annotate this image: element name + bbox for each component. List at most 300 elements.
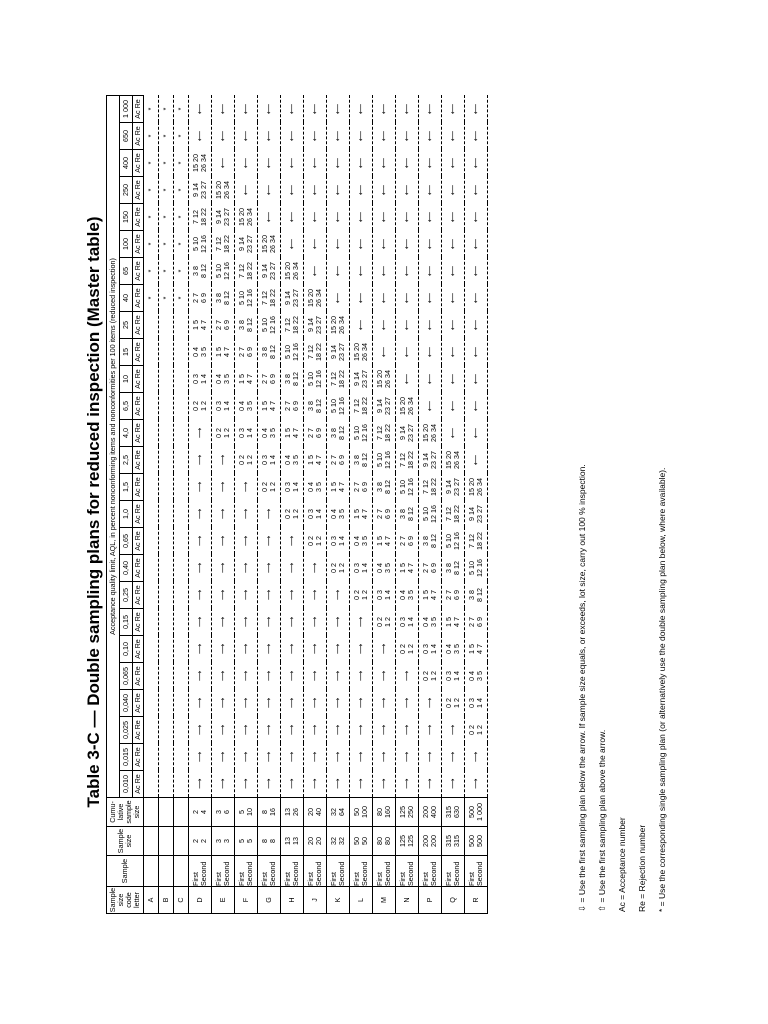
plan-cell: 3 8 8 12 (327, 420, 350, 447)
plan-cell (159, 393, 174, 420)
plan-cell (174, 393, 189, 420)
header-aql-value: 1,0 (120, 501, 133, 528)
plan-cell: 7 12 18 22 (465, 528, 488, 555)
plan-cell: ⟶ (235, 609, 258, 636)
plan-cell: ⟶ (350, 663, 373, 690)
plan-cell: ⟵ (465, 96, 488, 123)
plan-cell: 1 5 4 7 (258, 393, 281, 420)
header-aql-caption: Acceptance quality limit, AQL, in percent nonconforming items and nonconformities per 100 items (reduced inspection) (107, 96, 120, 798)
header-aql-value: 25 (120, 312, 133, 339)
plan-cell: 0 3 1 4 (373, 582, 396, 609)
row-code-letter: R (465, 887, 488, 914)
plan-cell: ⟵ (235, 150, 258, 177)
plan-cell: ⟶ (189, 582, 212, 609)
plan-cell: ⟵ (442, 393, 465, 420)
plan-cell: 7 12 18 22 (235, 258, 258, 285)
plan-cell: ⟵ (281, 96, 304, 123)
plan-cell: ⟶ (235, 501, 258, 528)
plan-cell: ⟶ (465, 744, 488, 771)
row-cumulative: 500 1 000 (465, 798, 488, 827)
plan-cell: ⟶ (281, 609, 304, 636)
plan-cell: ⟶ (189, 717, 212, 744)
row-sample (174, 856, 189, 887)
plan-cell: ⟵ (327, 150, 350, 177)
plan-cell: 15 20 26 34 (189, 150, 212, 177)
legend-ac: Ac = Acceptance number (617, 817, 627, 912)
legend-up-text: = Use the first sampling plan above the arrow. (597, 729, 607, 903)
header-ac-re: Ac Re (133, 447, 144, 474)
plan-cell: ⟵ (465, 447, 488, 474)
plan-cell: ⟵ (373, 258, 396, 285)
plan-cell: ⟶ (327, 609, 350, 636)
table-row (327, 96, 350, 914)
row-cumulative: 20 40 (304, 798, 327, 827)
row-cumulative: 8 16 (258, 798, 281, 827)
plan-cell: 9 14 23 27 (373, 393, 396, 420)
plan-cell: ⟶ (189, 744, 212, 771)
header-ac-re: Ac Re (133, 339, 144, 366)
header-sample-size: Sample size (107, 827, 144, 856)
header-aql-value: 650 (120, 123, 133, 150)
plan-cell: ⟶ (212, 528, 235, 555)
plan-cell: ⟶ (258, 690, 281, 717)
plan-cell: ⟶ (258, 528, 281, 555)
plan-cell: ⟵ (350, 177, 373, 204)
plan-cell: ⟶ (258, 663, 281, 690)
header-ac-re: Ac Re (133, 177, 144, 204)
plan-cell: ⟶ (304, 636, 327, 663)
plan-cell: ⟵ (350, 123, 373, 150)
legend-star: * = Use the corresponding single sampling plan (or alternatively use the double sampling plan below, where available). (657, 467, 667, 912)
plan-cell: ⟶ (373, 690, 396, 717)
plan-cell: ⟵ (281, 123, 304, 150)
header-ac-re: Ac Re (133, 231, 144, 258)
plan-cell: ⟶ (304, 690, 327, 717)
plan-cell: 7 12 18 22 (396, 447, 419, 474)
plan-cell: ⟵ (350, 204, 373, 231)
plan-cell: ⟵ (281, 204, 304, 231)
plan-cell: ⟶ (327, 663, 350, 690)
plan-cell: ⟵ (442, 204, 465, 231)
plan-cell: ⟵ (465, 204, 488, 231)
table-row (304, 96, 327, 914)
row-sample-size: 13 13 (281, 827, 304, 856)
header-ac-re: Ac Re (133, 366, 144, 393)
table-row (159, 96, 174, 914)
plan-cell: ⟶ (304, 744, 327, 771)
plan-cell: 1 5 4 7 (419, 582, 442, 609)
plan-cell: 1 5 4 7 (304, 447, 327, 474)
plan-cell (159, 420, 174, 447)
plan-cell: ⟶ (212, 663, 235, 690)
plan-cell (144, 582, 159, 609)
row-code-letter: L (350, 887, 373, 914)
plan-cell: ⟶ (304, 717, 327, 744)
row-sample-size: 32 32 (327, 827, 350, 856)
plan-cell: 0 2 1 2 (396, 636, 419, 663)
header-ac-re: Ac Re (133, 771, 144, 798)
table-row (212, 96, 235, 914)
plan-cell: 9 14 23 27 (465, 501, 488, 528)
plan-cell (174, 366, 189, 393)
plan-cell: ⟵ (373, 312, 396, 339)
plan-cell: * (174, 96, 189, 123)
header-aql-value: 0,015 (120, 744, 133, 771)
row-sample: First Second (304, 856, 327, 887)
plan-cell: ⟵ (419, 150, 442, 177)
plan-cell: ⟶ (258, 717, 281, 744)
plan-cell: 0 4 3 5 (189, 339, 212, 366)
plan-cell: 2 7 6 9 (465, 609, 488, 636)
header-aql-value: 0,10 (120, 636, 133, 663)
plan-cell: ⟵ (258, 150, 281, 177)
plan-cell: 2 7 6 9 (235, 339, 258, 366)
plan-cell (174, 744, 189, 771)
plan-cell: ⟵ (442, 231, 465, 258)
plan-cell (174, 771, 189, 798)
plan-cell: 0 2 1 2 (419, 663, 442, 690)
plan-cell: ⟶ (258, 771, 281, 798)
plan-cell (159, 366, 174, 393)
plan-cell: ⟵ (465, 312, 488, 339)
header-aql-value: 250 (120, 177, 133, 204)
plan-cell: ⟶ (281, 582, 304, 609)
row-sample-size: 20 20 (304, 827, 327, 856)
plan-cell: ⟵ (258, 204, 281, 231)
plan-cell: ⟵ (304, 231, 327, 258)
header-aql-value: 65 (120, 258, 133, 285)
plan-cell: ⟶ (327, 744, 350, 771)
plan-cell: 1 5 4 7 (281, 420, 304, 447)
plan-cell: * (159, 177, 174, 204)
plan-cell (174, 528, 189, 555)
plan-cell: 5 10 12 16 (419, 501, 442, 528)
plan-cell: ⟵ (465, 258, 488, 285)
plan-cell (159, 501, 174, 528)
plan-cell: ⟵ (212, 123, 235, 150)
row-sample-size: 5 5 (235, 827, 258, 856)
plan-cell: * (159, 204, 174, 231)
plan-cell: ⟶ (304, 663, 327, 690)
plan-cell: ⟵ (419, 231, 442, 258)
plan-cell: * (144, 231, 159, 258)
plan-cell: ⟶ (281, 663, 304, 690)
row-cumulative: 200 400 (419, 798, 442, 827)
table-row (350, 96, 373, 914)
plan-cell: 1 5 4 7 (327, 474, 350, 501)
plan-cell: ⟵ (373, 150, 396, 177)
plan-cell: 0 4 3 5 (304, 474, 327, 501)
plan-cell (174, 447, 189, 474)
plan-cell: ⟵ (442, 285, 465, 312)
plan-cell: 5 10 12 16 (212, 258, 235, 285)
header-aql-value: 100 (120, 231, 133, 258)
header-ac-re: Ac Re (133, 663, 144, 690)
plan-cell: ⟶ (281, 771, 304, 798)
plan-cell (159, 339, 174, 366)
row-code-letter: H (281, 887, 304, 914)
plan-cell: * (144, 150, 159, 177)
row-sample: First Second (442, 856, 465, 887)
plan-cell (174, 690, 189, 717)
plan-cell: ⟶ (396, 663, 419, 690)
plan-cell (144, 636, 159, 663)
plan-cell: ⟶ (212, 690, 235, 717)
table-row (235, 96, 258, 914)
plan-cell: ⟶ (304, 555, 327, 582)
plan-cell: ⟶ (350, 717, 373, 744)
plan-cell: 15 20 26 34 (304, 285, 327, 312)
header-sample: Sample (107, 856, 144, 887)
plan-cell (144, 663, 159, 690)
plan-cell: ⟶ (396, 690, 419, 717)
plan-cell: * (159, 258, 174, 285)
plan-cell: 0 4 3 5 (396, 582, 419, 609)
plan-cell: ⟵ (465, 366, 488, 393)
plan-cell: ⟵ (419, 366, 442, 393)
header-ac-re: Ac Re (133, 636, 144, 663)
plan-cell: 5 10 12 16 (396, 474, 419, 501)
row-code-letter: F (235, 887, 258, 914)
plan-cell: 5 10 12 16 (442, 528, 465, 555)
row-sample: First Second (373, 856, 396, 887)
plan-cell: ⟶ (235, 555, 258, 582)
table-row (258, 96, 281, 914)
plan-cell: ⟵ (419, 339, 442, 366)
plan-cell: ⟶ (258, 555, 281, 582)
plan-cell: 0 3 1 4 (396, 609, 419, 636)
plan-cell: ⟵ (442, 150, 465, 177)
header-ac-re: Ac Re (133, 501, 144, 528)
plan-cell: ⟶ (350, 636, 373, 663)
row-sample: First Second (465, 856, 488, 887)
plan-cell: 1 5 4 7 (235, 366, 258, 393)
plan-cell: 2 7 6 9 (350, 474, 373, 501)
row-sample: First Second (258, 856, 281, 887)
plan-cell (174, 636, 189, 663)
plan-cell: ⟶ (281, 555, 304, 582)
plan-cell: 5 10 12 16 (304, 366, 327, 393)
plan-cell: ⟵ (258, 123, 281, 150)
plan-cell: 1 5 4 7 (373, 528, 396, 555)
plan-cell (174, 609, 189, 636)
plan-cell: 0 2 1 2 (465, 717, 488, 744)
up-arrow-icon: ⇧ (597, 904, 607, 912)
plan-cell (159, 636, 174, 663)
row-code-letter: E (212, 887, 235, 914)
plan-cell: ⟵ (350, 96, 373, 123)
header-ac-re: Ac Re (133, 204, 144, 231)
plan-cell: ⟶ (419, 717, 442, 744)
plan-cell: 0 3 1 4 (189, 366, 212, 393)
plan-cell: 0 4 3 5 (212, 366, 235, 393)
plan-cell: ⟶ (350, 771, 373, 798)
row-code-letter: K (327, 887, 350, 914)
plan-cell: 9 14 23 27 (350, 366, 373, 393)
header-ac-re: Ac Re (133, 474, 144, 501)
row-sample-size: 315 315 (442, 827, 465, 856)
plan-cell (174, 555, 189, 582)
plan-cell: 3 8 8 12 (304, 393, 327, 420)
plan-cell: ⟶ (235, 771, 258, 798)
plan-cell: ⟵ (419, 393, 442, 420)
plan-cell: 2 7 6 9 (281, 393, 304, 420)
plan-cell: 9 14 23 27 (327, 339, 350, 366)
header-aql-value: 6,5 (120, 393, 133, 420)
plan-cell: ⟶ (189, 636, 212, 663)
plan-cell: 0 2 1 2 (327, 555, 350, 582)
header-aql-value: 0,040 (120, 690, 133, 717)
header-ac-re: Ac Re (133, 285, 144, 312)
plan-cell: 0 3 1 4 (235, 420, 258, 447)
plan-cell: 0 2 1 2 (350, 582, 373, 609)
plan-cell: 3 8 8 12 (465, 582, 488, 609)
plan-cell (159, 528, 174, 555)
header-ac-re: Ac Re (133, 258, 144, 285)
plan-cell: ⟵ (465, 339, 488, 366)
plan-cell: ⟶ (396, 771, 419, 798)
header-aql-value: 1 000 (120, 96, 133, 123)
plan-cell: 15 20 26 34 (442, 447, 465, 474)
plan-cell: 0 4 3 5 (419, 609, 442, 636)
plan-cell: ⟶ (212, 501, 235, 528)
plan-cell: 9 14 23 27 (304, 312, 327, 339)
plan-cell: ⟶ (327, 582, 350, 609)
plan-cell: ⟶ (350, 690, 373, 717)
plan-cell: 0 3 1 4 (442, 663, 465, 690)
plan-cell: ⟵ (465, 123, 488, 150)
header-aql-value: 400 (120, 150, 133, 177)
table-row (419, 96, 442, 914)
row-code-letter: M (373, 887, 396, 914)
plan-cell: 3 8 8 12 (396, 501, 419, 528)
header-aql-value: 1,5 (120, 474, 133, 501)
row-sample-size (159, 827, 174, 856)
row-cumulative: 80 160 (373, 798, 396, 827)
row-code-letter: Q (442, 887, 465, 914)
plan-cell: ⟵ (258, 177, 281, 204)
legend-down-text: = Use the first sampling plan below the arrow. If sample size equals, or exceeds, lot size, carry out 100 % inspection. (577, 464, 587, 903)
plan-cell: ⟵ (212, 96, 235, 123)
row-sample-size: 50 50 (350, 827, 373, 856)
plan-cell: ⟵ (235, 177, 258, 204)
plan-cell (144, 501, 159, 528)
plan-cell: ⟵ (419, 177, 442, 204)
plan-cell (174, 420, 189, 447)
plan-cell (144, 312, 159, 339)
plan-cell: ⟵ (396, 96, 419, 123)
header-aql-value: 4,0 (120, 420, 133, 447)
plan-cell: 9 14 23 27 (419, 447, 442, 474)
plan-cell: 2 7 6 9 (419, 555, 442, 582)
plan-cell: ⟵ (419, 123, 442, 150)
row-cumulative (159, 798, 174, 827)
plan-cell: ⟶ (189, 609, 212, 636)
header-ac-re: Ac Re (133, 528, 144, 555)
table-row (465, 96, 488, 914)
plan-cell (174, 339, 189, 366)
header-aql-value: 0,025 (120, 717, 133, 744)
plan-cell: ⟵ (396, 123, 419, 150)
plan-cell: 15 20 26 34 (212, 177, 235, 204)
row-sample-size: 3 3 (212, 827, 235, 856)
header-ac-re: Ac Re (133, 123, 144, 150)
plan-cell: 5 10 12 16 (465, 555, 488, 582)
plan-cell (144, 609, 159, 636)
plan-cell: ⟵ (373, 285, 396, 312)
plan-cell (159, 744, 174, 771)
plan-cell: ⟵ (235, 96, 258, 123)
row-cumulative: 125 250 (396, 798, 419, 827)
row-code-letter: N (396, 887, 419, 914)
plan-cell: 2 7 6 9 (373, 501, 396, 528)
plan-cell: 15 20 26 34 (419, 420, 442, 447)
header-ac-re: Ac Re (133, 312, 144, 339)
plan-cell: 1 5 4 7 (212, 339, 235, 366)
row-sample: First Second (212, 856, 235, 887)
table-row (144, 96, 159, 914)
plan-cell: ⟶ (235, 717, 258, 744)
plan-cell: ⟵ (373, 204, 396, 231)
plan-cell: ⟵ (442, 123, 465, 150)
row-cumulative: 3 6 (212, 798, 235, 827)
plan-cell: * (159, 96, 174, 123)
row-code-letter: J (304, 887, 327, 914)
plan-cell (144, 744, 159, 771)
plan-cell: ⟶ (189, 690, 212, 717)
row-cumulative: 315 630 (442, 798, 465, 827)
plan-cell: 0 2 1 2 (258, 474, 281, 501)
plan-cell (159, 663, 174, 690)
header-aql-value: 0,40 (120, 555, 133, 582)
header-ac-re: Ac Re (133, 609, 144, 636)
header-aql-value: 0,15 (120, 609, 133, 636)
plan-cell (159, 582, 174, 609)
plan-cell: ⟶ (235, 528, 258, 555)
plan-cell: ⟶ (396, 717, 419, 744)
plan-cell (144, 393, 159, 420)
plan-cell: 5 10 12 16 (258, 312, 281, 339)
plan-cell: 1 5 4 7 (396, 555, 419, 582)
header-aql-value: 150 (120, 204, 133, 231)
plan-cell: 5 10 12 16 (281, 339, 304, 366)
plan-cell: ⟵ (304, 258, 327, 285)
plan-cell: 15 20 26 34 (281, 258, 304, 285)
plan-cell: 3 8 8 12 (258, 339, 281, 366)
plan-cell: ⟵ (465, 231, 488, 258)
row-sample (159, 856, 174, 887)
plan-cell (159, 771, 174, 798)
plan-cell: * (159, 150, 174, 177)
plan-cell: 15 20 26 34 (396, 393, 419, 420)
plan-cell: ⟶ (212, 717, 235, 744)
header-aql-value: 0,010 (120, 771, 133, 798)
plan-cell (159, 447, 174, 474)
plan-cell: 7 12 18 22 (304, 339, 327, 366)
header-aql-value: 0,65 (120, 528, 133, 555)
plan-cell: ⟶ (235, 636, 258, 663)
plan-cell: 2 7 6 9 (189, 285, 212, 312)
plan-cell: 2 7 6 9 (212, 312, 235, 339)
header-code-letter: Sample size code letter (107, 887, 144, 914)
plan-cell: * (144, 204, 159, 231)
plan-cell: 9 14 23 27 (189, 177, 212, 204)
plan-cell: ⟵ (419, 258, 442, 285)
plan-cell: 3 8 8 12 (235, 312, 258, 339)
plan-cell: ⟵ (396, 231, 419, 258)
plan-cell: ⟶ (212, 636, 235, 663)
plan-cell (159, 555, 174, 582)
